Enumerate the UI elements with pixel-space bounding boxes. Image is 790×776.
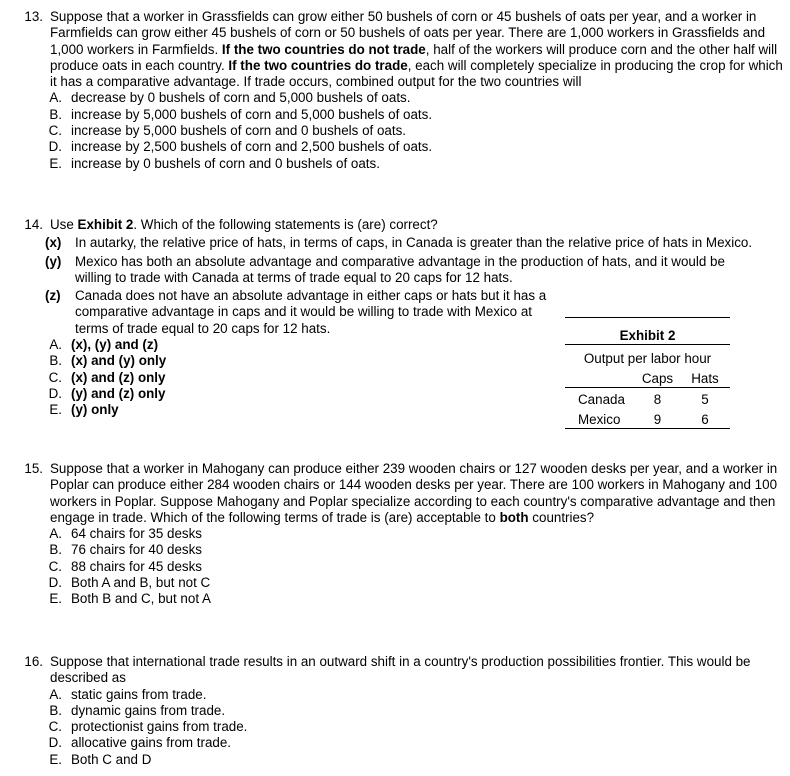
option-letter: E. xyxy=(49,155,62,171)
stem-bold: If the two countries do not trade xyxy=(221,41,426,57)
exhibit-country: Mexico xyxy=(565,408,635,429)
statement-label: (y) xyxy=(45,253,62,269)
answer-option[interactable] xyxy=(45,123,784,139)
question-stem xyxy=(50,217,784,233)
exhibit-country: Canada xyxy=(578,391,625,407)
option-letter: C. xyxy=(48,558,62,574)
exhibit-row xyxy=(565,408,730,429)
answer-option[interactable] xyxy=(45,139,784,155)
option-letter: A. xyxy=(49,686,62,702)
option-letter: D. xyxy=(48,385,62,401)
option-text: protectionist gains from trade. xyxy=(71,719,248,735)
stem-bold: If the two countries do trade xyxy=(228,57,408,73)
question-number: 13. xyxy=(24,9,43,24)
option-letter: E. xyxy=(49,591,62,607)
answer-option[interactable] xyxy=(45,703,784,719)
exhibit-caps-value: 9 xyxy=(635,408,680,429)
option-text: increase by 5,000 bushels of corn and 0 bushels of oats. xyxy=(71,123,406,139)
option-text: 88 chairs for 45 desks xyxy=(71,558,202,574)
option-letter: D. xyxy=(48,735,62,751)
stem-bold: both xyxy=(499,509,529,525)
statement-text: Mexico has both an absolute advantage and comparative advantage in the production of hats, and it would be willing to trade with Canada at terms of trade equal to 20 caps for 12 hats. xyxy=(75,253,725,285)
option-letter: B. xyxy=(49,106,62,122)
option-letter: B. xyxy=(49,542,62,558)
stem-bold: Exhibit 2 xyxy=(77,217,134,232)
answer-option[interactable] xyxy=(45,687,784,703)
exhibit-hats-value: 5 xyxy=(701,391,709,407)
exhibit-title: Exhibit 2 xyxy=(565,318,730,345)
option-text: dynamic gains from trade. xyxy=(71,702,226,718)
answer-option[interactable] xyxy=(45,526,784,542)
option-text: static gains from trade. xyxy=(71,686,207,702)
answer-option[interactable] xyxy=(45,575,784,591)
answer-option[interactable] xyxy=(45,559,784,575)
statement-label: (x) xyxy=(45,235,62,251)
option-text: (x) and (z) only xyxy=(71,369,166,385)
question-number: 16. xyxy=(24,654,43,669)
question-stem xyxy=(50,461,784,526)
answer-option[interactable] xyxy=(45,719,784,735)
option-text: (y) and (z) only xyxy=(71,385,166,401)
statement-label: (z) xyxy=(45,288,61,304)
option-text: increase by 5,000 bushels of corn and 5,000 bushels of oats. xyxy=(71,106,433,122)
statement-y xyxy=(45,254,784,287)
exhibit-subtitle: Output per labor hour xyxy=(565,345,730,368)
statement-text: In autarky, the relative price of hats, in terms of caps, in Canada is greater than the relative price of hats in Mexico. xyxy=(75,235,753,251)
stem-text: , half of the workers will produce corn and the other half will produce oats in each country. xyxy=(50,41,778,73)
statement-text: Canada does not have an absolute advantage in either caps or hats but it has a comparative advantage in caps and it would be willing to trade with Mexico at terms of trade equal to 20 caps for 12 hats. xyxy=(75,288,547,336)
answer-option[interactable] xyxy=(45,542,784,558)
option-letter: C. xyxy=(48,369,62,385)
option-letter: E. xyxy=(49,751,62,767)
exhibit-header-row xyxy=(565,367,730,388)
answer-option[interactable] xyxy=(45,107,784,123)
option-letter: D. xyxy=(48,139,62,155)
stem-text: , each will completely specialize in producing the crop for which it has a comparative advantage. If trade occurs, combined output for the two countries will xyxy=(50,57,783,90)
question-16 xyxy=(14,654,784,768)
option-letter: B. xyxy=(49,702,62,718)
answer-option[interactable] xyxy=(45,591,784,607)
answer-option[interactable] xyxy=(45,752,784,768)
stem-text: Use xyxy=(50,217,78,232)
stem-text: . Which of the following statements is (are) correct? xyxy=(133,217,438,232)
exhibit-corner-cell xyxy=(565,367,635,388)
exhibit-caps-value: 8 xyxy=(653,391,662,407)
option-letter: A. xyxy=(49,337,62,353)
option-text: decrease by 0 bushels of corn and 5,000 bushels of oats. xyxy=(71,90,411,106)
question-15 xyxy=(14,461,784,608)
option-text: increase by 2,500 bushels of corn and 2,500 bushels of oats. xyxy=(71,139,433,155)
stem-text: countries? xyxy=(528,509,595,525)
stem-text: Suppose that a worker in Grassfields can grow either 50 bushels of corn or 45 bushels of oats per year, and a worker in Farmfields can grow either 45 bushels of corn or 50 bushels of oats per year. There are 1,000 workers in Grassfields and 1,000 workers in Farmfields. xyxy=(50,9,766,57)
option-letter: C. xyxy=(48,719,62,735)
option-letter: A. xyxy=(49,90,62,106)
option-letter: D. xyxy=(48,575,62,591)
question-13 xyxy=(14,9,784,172)
question-number: 14. xyxy=(24,217,43,232)
option-text: Both B and C, but not A xyxy=(71,591,211,607)
exhibit-table xyxy=(565,317,730,429)
option-text: 76 chairs for 40 desks xyxy=(71,542,202,558)
option-text: (x), (y) and (z) xyxy=(71,337,159,353)
option-text: (y) only xyxy=(71,402,119,418)
exhibit-hats-value: 6 xyxy=(680,408,730,429)
exhibit-row xyxy=(565,388,730,409)
statement-x xyxy=(45,235,784,251)
option-letter: B. xyxy=(49,353,62,369)
question-number: 15. xyxy=(24,461,43,476)
answer-option[interactable] xyxy=(45,90,784,106)
answer-option[interactable] xyxy=(45,735,784,751)
option-letter: E. xyxy=(49,402,62,418)
option-text: Both C and D xyxy=(71,751,152,767)
answer-option[interactable] xyxy=(45,156,784,172)
exhibit-col-hats: Hats xyxy=(680,367,730,388)
question-stem: Suppose that international trade results in an outward shift in a country's production possibilities frontier. This would be described as xyxy=(50,654,751,686)
option-letter: C. xyxy=(48,123,62,139)
option-text: allocative gains from trade. xyxy=(71,735,232,751)
stem-text: Suppose that a worker in Mahogany can produce either 239 wooden chairs or 127 wooden desks per year, and a worker in Poplar can produce either 284 wooden chairs or 144 wooden desks per year. There are 100 workers in Mahogany and 100 workers in Poplar. Suppose Mahogany and Poplar specialize according to each country's comparative advantage and then engage in trade. Which of the following terms of trade is (are) acceptable to xyxy=(50,461,778,525)
option-text: (x) and (y) only xyxy=(71,353,167,369)
option-text: Both A and B, but not C xyxy=(71,575,211,591)
question-stem xyxy=(50,9,784,90)
option-text: 64 chairs for 35 desks xyxy=(71,526,202,542)
option-letter: A. xyxy=(49,526,62,542)
exhibit-col-caps: Caps xyxy=(635,367,680,388)
option-text: increase by 0 bushels of corn and 0 bushels of oats. xyxy=(71,155,380,171)
